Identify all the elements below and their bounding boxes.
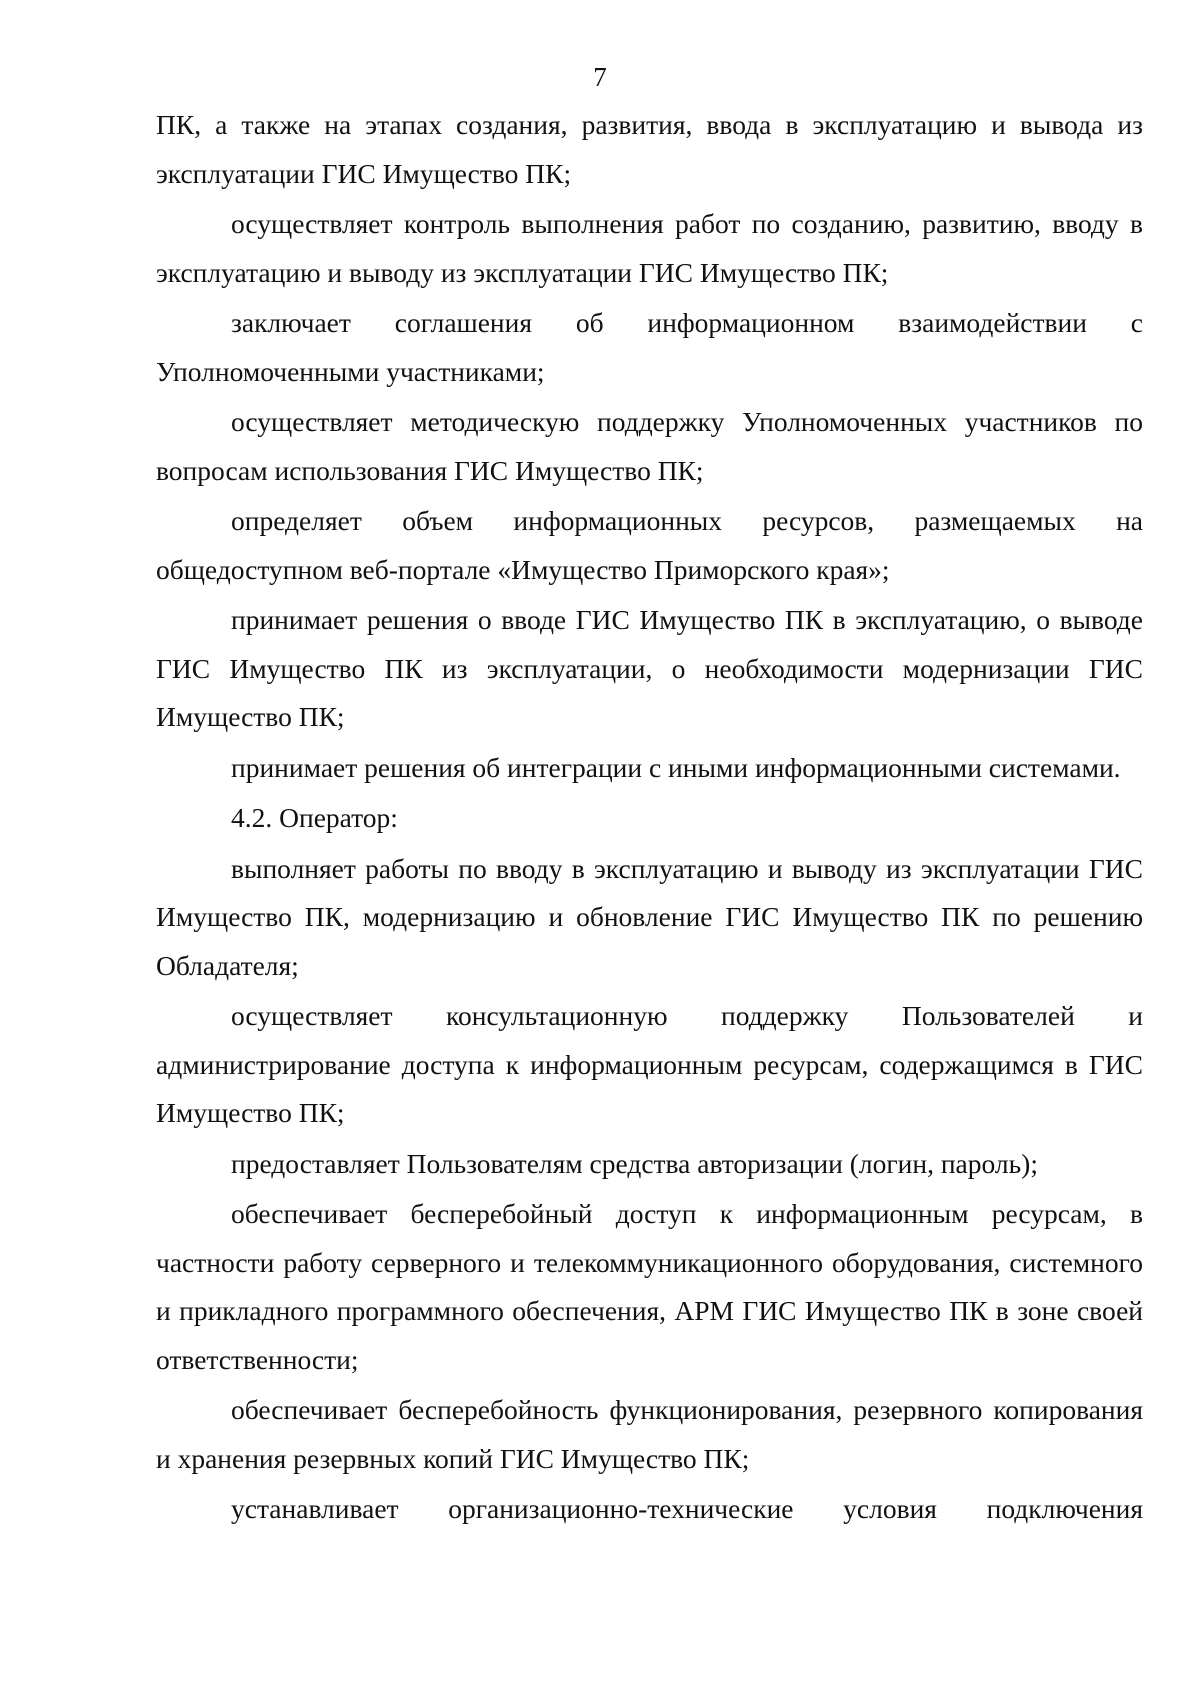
paragraph-information-resources: определяет объем информационных ресурсов, размещаемых на общедоступном веб-портале «Имущество Приморского края»; xyxy=(156,505,1143,585)
paragraph-operator-works: выполняет работы по вводу в эксплуатацию и выводу из эксплуатации ГИС Имущество ПК, модернизацию и обновление ГИС Имущество ПК по решению Обладателя; xyxy=(156,852,1143,981)
paragraph-commissioning-decisions: принимает решения о вводе ГИС Имущество ПК в эксплуатацию, о выводе ГИС Имущество ПК из эксплуатации, о необходимости модернизации ГИС Имущество ПК; xyxy=(156,604,1143,732)
section-heading-operator: 4.2. Оператор: xyxy=(231,802,398,833)
paragraph-integration-decisions: принимает решения об интеграции с иными информационными системами. xyxy=(231,751,1121,783)
paragraph-connection-conditions: устанавливает организационно-технические условия подключения xyxy=(231,1493,1143,1524)
paragraph-consulting-support: осуществляет консультационную поддержку Пользователей и администрирование доступа к информационным ресурсам, содержащимся в ГИС Имущество ПК; xyxy=(156,1000,1143,1128)
paragraph-uninterrupted-access: обеспечивает бесперебойный доступ к информационным ресурсам, в частности работу серверного и телекоммуникационного оборудования, системного и прикладного программного обеспечения, АРМ ГИС Имущество ПК в зоне своей ответственности; xyxy=(156,1198,1143,1375)
document-body xyxy=(156,101,1143,1536)
paragraph-control-works: осуществляет контроль выполнения работ по созданию, развитию, вводу в эксплуатацию и выводу из эксплуатации ГИС Имущество ПК; xyxy=(156,208,1143,288)
page-number: 7 xyxy=(593,62,607,92)
paragraph-continuation: ПК, а также на этапах создания, развития, ввода в эксплуатацию и вывода из эксплуатации ГИС Имущество ПК; xyxy=(156,109,1143,189)
paragraph-authorization: предоставляет Пользователям средства авторизации (логин, пароль); xyxy=(231,1147,1038,1179)
paragraph-backup: обеспечивает бесперебойность функционирования, резервного копирования и хранения резервных копий ГИС Имущество ПК; xyxy=(156,1394,1143,1474)
paragraph-agreements: заключает соглашения об информационном взаимодействии с Уполномоченными участниками; xyxy=(156,307,1143,387)
paragraph-methodical-support: осуществляет методическую поддержку Уполномоченных участников по вопросам использования ГИС Имущество ПК; xyxy=(156,406,1143,486)
